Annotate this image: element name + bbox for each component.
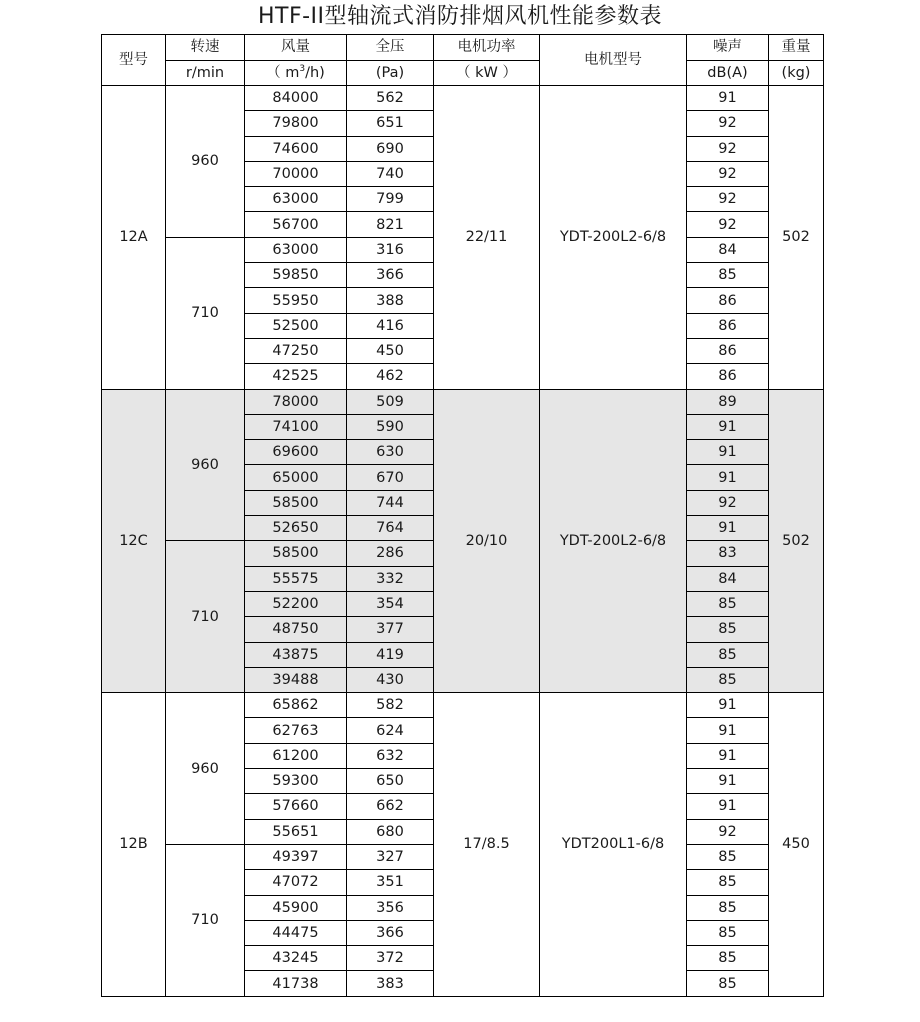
flow-cell: 43875 <box>245 642 347 667</box>
weight-cell: 450 <box>769 693 824 997</box>
pressure-cell: 562 <box>347 86 434 111</box>
pressure-cell: 509 <box>347 389 434 414</box>
pressure-cell: 670 <box>347 465 434 490</box>
flow-cell: 55651 <box>245 819 347 844</box>
header-flow: 风量 <box>245 35 347 61</box>
pressure-cell: 680 <box>347 819 434 844</box>
pressure-cell: 740 <box>347 161 434 186</box>
pressure-cell: 383 <box>347 971 434 996</box>
noise-cell: 85 <box>687 920 769 945</box>
pressure-cell: 744 <box>347 490 434 515</box>
speed-cell: 710 <box>166 237 245 389</box>
speed-cell: 710 <box>166 541 245 693</box>
flow-cell: 52200 <box>245 591 347 616</box>
pressure-cell: 764 <box>347 516 434 541</box>
noise-cell: 83 <box>687 541 769 566</box>
flow-cell: 78000 <box>245 389 347 414</box>
flow-cell: 84000 <box>245 86 347 111</box>
pressure-cell: 388 <box>347 288 434 313</box>
header-row <box>102 35 824 61</box>
pressure-cell: 366 <box>347 263 434 288</box>
pressure-cell: 351 <box>347 870 434 895</box>
flow-cell: 45900 <box>245 895 347 920</box>
header-unit-row <box>102 60 824 86</box>
flow-cell: 79800 <box>245 111 347 136</box>
noise-cell: 86 <box>687 288 769 313</box>
flow-unit-post: /h) <box>305 64 325 81</box>
flow-cell: 56700 <box>245 212 347 237</box>
pressure-cell: 821 <box>347 212 434 237</box>
header-pressure-unit: (Pa) <box>347 60 434 86</box>
noise-cell: 91 <box>687 794 769 819</box>
header-noise-unit: dB(A) <box>687 60 769 86</box>
pressure-cell: 590 <box>347 414 434 439</box>
flow-cell: 63000 <box>245 237 347 262</box>
pressure-cell: 286 <box>347 541 434 566</box>
table-body <box>102 86 824 997</box>
power-cell: 17/8.5 <box>434 693 540 997</box>
model-cell: 12B <box>102 693 166 997</box>
flow-cell: 62763 <box>245 718 347 743</box>
noise-cell: 86 <box>687 313 769 338</box>
pressure-cell: 430 <box>347 667 434 692</box>
noise-cell: 85 <box>687 844 769 869</box>
table-row <box>102 693 824 718</box>
flow-cell: 65862 <box>245 693 347 718</box>
noise-cell: 92 <box>687 819 769 844</box>
noise-cell: 91 <box>687 693 769 718</box>
flow-cell: 42525 <box>245 364 347 389</box>
noise-cell: 91 <box>687 440 769 465</box>
noise-cell: 92 <box>687 212 769 237</box>
flow-cell: 74600 <box>245 136 347 161</box>
noise-cell: 91 <box>687 516 769 541</box>
motor-cell: YDT-200L2-6/8 <box>540 389 687 693</box>
pressure-cell: 632 <box>347 743 434 768</box>
pressure-cell: 332 <box>347 566 434 591</box>
noise-cell: 85 <box>687 870 769 895</box>
noise-cell: 91 <box>687 743 769 768</box>
flow-cell: 70000 <box>245 161 347 186</box>
flow-cell: 74100 <box>245 414 347 439</box>
table-row <box>102 389 824 414</box>
motor-cell: YDT200L1-6/8 <box>540 693 687 997</box>
header-weight-unit: (kg) <box>769 60 824 86</box>
power-cell: 22/11 <box>434 86 540 390</box>
motor-cell: YDT-200L2-6/8 <box>540 86 687 390</box>
header-speed: 转速 <box>166 35 245 61</box>
flow-cell: 49397 <box>245 844 347 869</box>
flow-cell: 41738 <box>245 971 347 996</box>
header-speed-unit: r/min <box>166 60 245 86</box>
flow-unit-pre: （ m <box>266 64 300 81</box>
speed-cell: 960 <box>166 389 245 541</box>
noise-cell: 85 <box>687 667 769 692</box>
weight-cell: 502 <box>769 86 824 390</box>
noise-cell: 86 <box>687 338 769 363</box>
noise-cell: 85 <box>687 617 769 642</box>
header-pressure: 全压 <box>347 35 434 61</box>
header-motor: 电机型号 <box>540 35 687 86</box>
noise-cell: 92 <box>687 490 769 515</box>
pressure-cell: 356 <box>347 895 434 920</box>
noise-cell: 85 <box>687 946 769 971</box>
model-cell: 12A <box>102 86 166 390</box>
performance-table <box>101 34 824 997</box>
pressure-cell: 624 <box>347 718 434 743</box>
flow-cell: 48750 <box>245 617 347 642</box>
pressure-cell: 651 <box>347 111 434 136</box>
noise-cell: 86 <box>687 364 769 389</box>
flow-cell: 44475 <box>245 920 347 945</box>
flow-cell: 47250 <box>245 338 347 363</box>
flow-cell: 52500 <box>245 313 347 338</box>
noise-cell: 91 <box>687 769 769 794</box>
noise-cell: 92 <box>687 111 769 136</box>
noise-cell: 92 <box>687 161 769 186</box>
flow-cell: 39488 <box>245 667 347 692</box>
flow-cell: 55950 <box>245 288 347 313</box>
header-flow-unit <box>245 60 347 86</box>
pressure-cell: 650 <box>347 769 434 794</box>
noise-cell: 91 <box>687 86 769 111</box>
flow-unit-sup: 3 <box>299 63 306 74</box>
header-power: 电机功率 <box>434 35 540 61</box>
speed-cell: 710 <box>166 844 245 996</box>
noise-cell: 89 <box>687 389 769 414</box>
noise-cell: 85 <box>687 591 769 616</box>
pressure-cell: 630 <box>347 440 434 465</box>
speed-cell: 960 <box>166 693 245 845</box>
page-title: HTF-II型轴流式消防排烟风机性能参数表 <box>257 4 663 29</box>
pressure-cell: 316 <box>347 237 434 262</box>
noise-cell: 85 <box>687 642 769 667</box>
flow-cell: 58500 <box>245 541 347 566</box>
pressure-cell: 354 <box>347 591 434 616</box>
noise-cell: 91 <box>687 414 769 439</box>
noise-cell: 84 <box>687 237 769 262</box>
noise-cell: 85 <box>687 263 769 288</box>
flow-cell: 63000 <box>245 187 347 212</box>
pressure-cell: 327 <box>347 844 434 869</box>
noise-cell: 91 <box>687 718 769 743</box>
header-model: 型号 <box>102 35 166 86</box>
pressure-cell: 690 <box>347 136 434 161</box>
flow-cell: 57660 <box>245 794 347 819</box>
table-row <box>102 86 824 111</box>
header-noise: 噪声 <box>687 35 769 61</box>
pressure-cell: 799 <box>347 187 434 212</box>
pressure-cell: 366 <box>347 920 434 945</box>
pressure-cell: 582 <box>347 693 434 718</box>
noise-cell: 92 <box>687 136 769 161</box>
pressure-cell: 450 <box>347 338 434 363</box>
weight-cell: 502 <box>769 389 824 693</box>
flow-cell: 52650 <box>245 516 347 541</box>
noise-cell: 85 <box>687 971 769 996</box>
noise-cell: 85 <box>687 895 769 920</box>
flow-cell: 47072 <box>245 870 347 895</box>
noise-cell: 92 <box>687 187 769 212</box>
power-cell: 20/10 <box>434 389 540 693</box>
flow-cell: 55575 <box>245 566 347 591</box>
pressure-cell: 372 <box>347 946 434 971</box>
flow-cell: 59300 <box>245 769 347 794</box>
flow-cell: 69600 <box>245 440 347 465</box>
pressure-cell: 377 <box>347 617 434 642</box>
noise-cell: 91 <box>687 465 769 490</box>
flow-cell: 43245 <box>245 946 347 971</box>
pressure-cell: 462 <box>347 364 434 389</box>
flow-cell: 61200 <box>245 743 347 768</box>
model-cell: 12C <box>102 389 166 693</box>
pressure-cell: 416 <box>347 313 434 338</box>
flow-cell: 58500 <box>245 490 347 515</box>
pressure-cell: 419 <box>347 642 434 667</box>
header-power-unit: （ kW ） <box>434 60 540 86</box>
noise-cell: 84 <box>687 566 769 591</box>
header-weight: 重量 <box>769 35 824 61</box>
speed-cell: 960 <box>166 86 245 238</box>
pressure-cell: 662 <box>347 794 434 819</box>
flow-cell: 65000 <box>245 465 347 490</box>
flow-cell: 59850 <box>245 263 347 288</box>
